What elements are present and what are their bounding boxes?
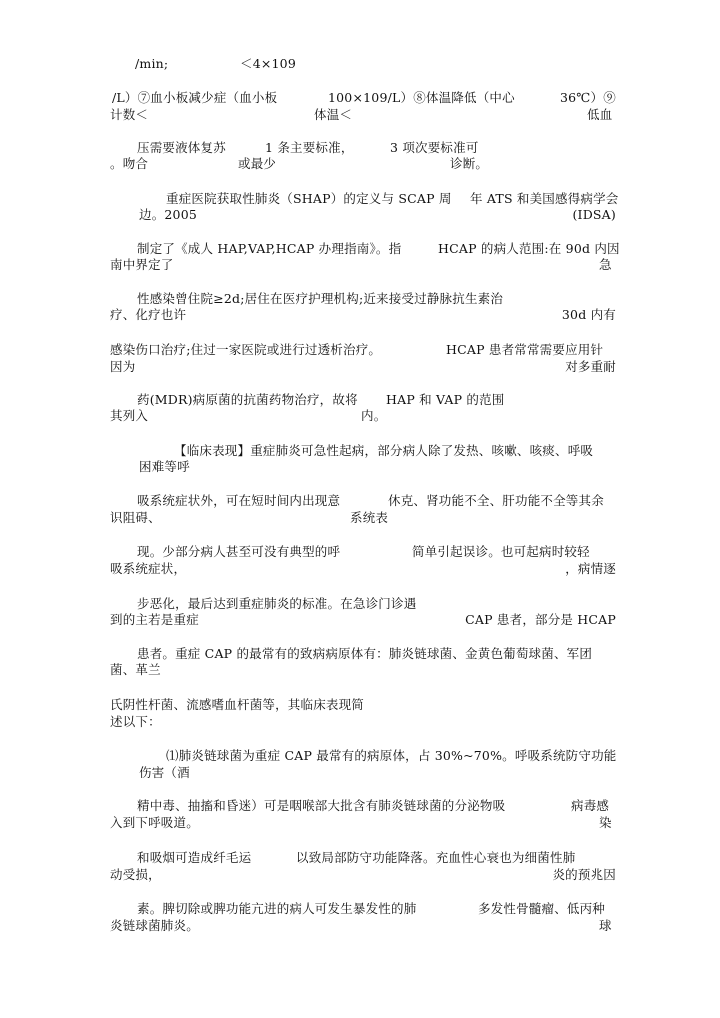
text-line: 药(MDR)病原菌的抗菌药物治疗，故将 (137, 392, 358, 407)
text-line: 述以下： (110, 714, 161, 729)
text-line: ，病情逐 (565, 561, 616, 576)
text-line: 36℃）⑨ (560, 90, 616, 105)
text-line: 体温＜ (314, 107, 353, 122)
text-line: 急 (599, 257, 612, 272)
text-line: 【临床表现】重症肺炎可急性起病，部分病人除了发热、咳嗽、咳痰、呼吸 (174, 443, 594, 458)
text-line: 到的主若是重症 (110, 612, 199, 627)
text-line: 步恶化，最后达到重症肺炎的标准。在急诊门诊遇 (137, 596, 417, 611)
text-line: 患者。重症 CAP 的最常有的致病病原体有：肺炎链球菌、金黄色葡萄球菌、军团 (137, 646, 593, 661)
text-line: 炎链球菌肺炎。 (110, 918, 199, 933)
text-line: 其列入 (110, 408, 149, 423)
text-line: 30d 内有 (561, 307, 616, 322)
text-line: 识阻碍、 (110, 510, 161, 525)
text-line: 以致局部防守功能降落。充血性心衰也为细菌性肺 (296, 850, 576, 865)
text-line: 病毒感 (571, 798, 610, 813)
text-line: 3 项次要标准可 (390, 140, 479, 155)
text-line: 简单引起误诊。也可起病时较轻 (412, 544, 590, 559)
text-line: HAP 和 VAP 的范围 (386, 392, 505, 407)
text-line: 困难等呼 (139, 459, 190, 474)
text-line: 感染伤口治疗;住过一家医院或进行过透析治疗。 (110, 342, 382, 357)
text-line: 氏阴性杆菌、流感嗜血杆菌等，其临床表现简 (110, 697, 365, 712)
text-line: 现。少部分病人甚至可没有典型的呼 (137, 544, 341, 559)
text-line: 制定了《成人 HAP,VAP,HCAP 办理指南》。指 (137, 241, 402, 256)
text-line: 炎的预兆因 (552, 867, 616, 882)
text-line: 伤害（酒 (139, 765, 190, 780)
text-line: 染 (599, 815, 612, 830)
text-line: 疗、化疗也许 (110, 307, 187, 322)
text-line: HCAP 患者常常需要应用针 (446, 342, 604, 357)
text-line: 低血 (587, 107, 613, 122)
text-line: 精中毒、抽搐和昏迷）可是咽喉部大批含有肺炎链球菌的分泌物吸 (137, 798, 506, 813)
text-line: 或最少 (238, 156, 277, 171)
text-line: 和吸烟可造成纤毛运 (137, 850, 252, 865)
text-line: 系统表 (350, 510, 389, 525)
text-line: 诊断。 (450, 156, 489, 171)
text-line: 吸系统症状外，可在短时间内出现意 (137, 493, 341, 508)
text-line: ＜4×109 (240, 56, 296, 71)
text-line: /min; (135, 56, 169, 71)
text-line: CAP 患者，部分是 HCAP (465, 612, 616, 627)
text-line: 动受损， (110, 867, 161, 882)
text-line: 入到下呼吸道。 (110, 815, 199, 830)
text-line: 多发性骨髓瘤、低丙种 (478, 901, 606, 916)
text-line: 吸系统症状， (110, 561, 187, 576)
text-line: 。吻合 (110, 156, 149, 171)
text-line: 素。脾切除或脾功能亢进的病人可发生暴发性的肺 (137, 901, 417, 916)
text-line: 南中界定了 (110, 257, 174, 272)
text-line: (IDSA) (572, 207, 616, 222)
text-line: 重症医院获取性肺炎（SHAP）的定义与 SCAP 周 (166, 191, 452, 206)
text-line: 边。2005 (139, 207, 198, 222)
text-line: 1 条主要标准， (265, 140, 354, 155)
text-line: 计数＜ (110, 107, 149, 122)
text-line: 100×109/L）⑧体温降低（中心 (328, 90, 515, 105)
text-line: 休克、肾功能不全、肝功能不全等其余 (388, 493, 604, 508)
text-line: HCAP 的病人范围:在 90d 内因 (438, 241, 620, 256)
text-line: 因为 (110, 359, 136, 374)
text-line: ⑴肺炎链球菌为重症 CAP 最常有的病原体，占 30%~70%。呼吸系统防守功能 (166, 748, 617, 763)
text-line: /L）⑦血小板减少症（血小板 (112, 90, 278, 105)
text-line: 菌、革兰 (110, 662, 161, 677)
text-line: 对多重耐 (565, 359, 616, 374)
text-line: 性感染曾住院≥2d;居住在医疗护理机构;近来接受过静脉抗生素治 (137, 291, 504, 306)
text-line: 压需要液体复苏 (137, 140, 226, 155)
text-line: 内。 (361, 408, 387, 423)
text-line: 年 ATS 和美国感得病学会 (470, 191, 619, 206)
text-line: 球 (599, 918, 612, 933)
